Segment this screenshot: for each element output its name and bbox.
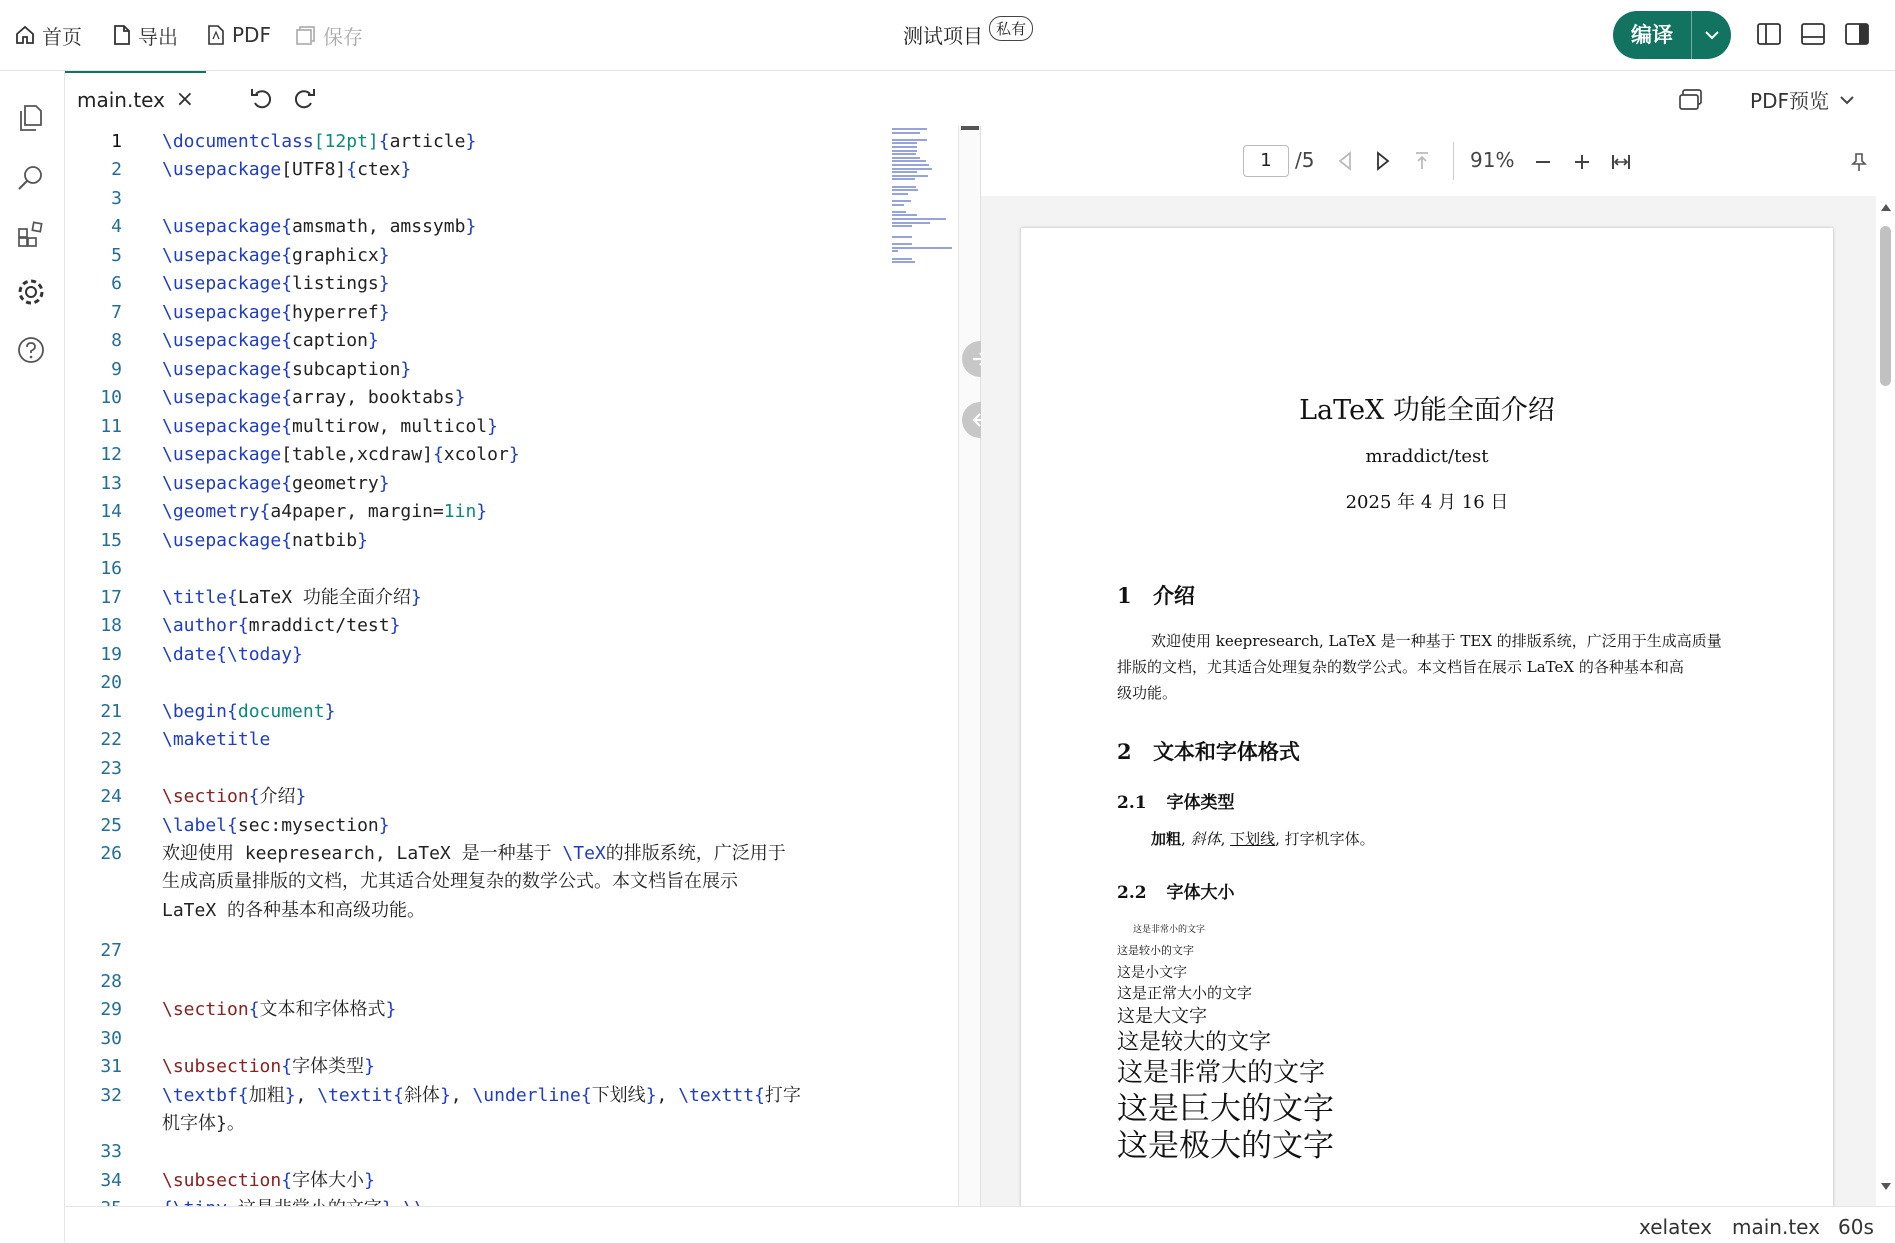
zoom-in-icon[interactable] (1573, 153, 1591, 171)
code-line[interactable] (162, 897, 425, 925)
font-size-sample: 这是巨大的文字 (1117, 1091, 1334, 1128)
scroll-up-icon[interactable] (1880, 202, 1892, 212)
save-button[interactable] (295, 20, 363, 50)
code-line[interactable] (162, 1110, 245, 1138)
code-token: \usepackage{ (162, 473, 293, 494)
project-title (903, 20, 1033, 49)
line-number: 29 (100, 999, 122, 1020)
code-line[interactable] (162, 698, 335, 726)
minimap-line (892, 247, 952, 249)
pin-icon[interactable] (1851, 152, 1867, 172)
project-name: 测试项目 (903, 24, 983, 48)
code-token: } (389, 615, 401, 636)
code-token: \maketitle (162, 729, 271, 750)
compile-button[interactable]: 编译 (1613, 11, 1692, 59)
line-number: 20 (100, 672, 122, 693)
code-line[interactable] (162, 726, 270, 754)
minimap-line (892, 186, 916, 188)
font-size-sample: 这是非常大的文字 (1117, 1058, 1326, 1088)
subsection-2-2-number: 2.2 (1117, 883, 1147, 903)
code-token: \usepackage{ (162, 387, 293, 408)
editor-scrollbar[interactable] (958, 126, 981, 1206)
code-token: \title{ (162, 587, 238, 608)
subsection-2-1-heading (1117, 788, 1235, 813)
code-token: amsmath, amssymb (292, 216, 466, 237)
separator: , (1181, 830, 1191, 848)
line-number: 15 (100, 530, 122, 551)
code-token: subcaption (292, 359, 401, 380)
code-token: \texttt{ (678, 1085, 765, 1106)
code-token: array, booktabs (292, 387, 455, 408)
code-token: \usepackage{ (162, 245, 293, 266)
chevron-down-icon (1704, 30, 1720, 40)
code-line[interactable] (162, 270, 390, 298)
doc-date: 2025 年 4 月 16 日 (1345, 492, 1509, 513)
code-line[interactable] (162, 783, 306, 811)
code-token: } (385, 999, 397, 1020)
code-token: [table,xcdraw] (281, 444, 433, 465)
code-token: 1in (443, 501, 477, 522)
minimap-line (892, 189, 918, 191)
paragraph-line: 级功能。 (1117, 684, 1178, 702)
code-token: hyperref (292, 302, 379, 323)
code-token: [12pt] (313, 131, 379, 152)
line-number: 32 (100, 1085, 122, 1106)
minimap-line (892, 225, 912, 227)
code-line[interactable] (162, 356, 411, 384)
line-number: 21 (100, 701, 122, 722)
code-token: \usepackage (162, 159, 282, 180)
pdf-label: PDF (232, 23, 271, 47)
home-button[interactable] (14, 20, 82, 50)
code-token: , (450, 1085, 473, 1106)
code-token: } (378, 815, 390, 836)
code-token: { (281, 1056, 293, 1077)
code-token: 机字体}。 (162, 1113, 245, 1134)
line-number: 16 (100, 558, 122, 579)
section-1-title: 介绍 (1152, 583, 1195, 608)
code-token: a4paper, margin= (270, 501, 444, 522)
section-2-heading (1117, 736, 1300, 766)
code-token: } (465, 216, 477, 237)
subsection-2-1-title: 字体类型 (1166, 793, 1235, 813)
code-token: document (237, 701, 325, 722)
code-line[interactable] (162, 527, 368, 555)
code-token: 文本和字体格式 (259, 999, 386, 1020)
code-token: geometry (292, 473, 379, 494)
top-bar (0, 0, 1895, 71)
page-total: /5 (1295, 148, 1315, 172)
tab-close-icon[interactable]: × (175, 87, 194, 112)
code-line[interactable] (162, 868, 738, 896)
extensions-icon[interactable] (14, 217, 48, 251)
editor-tab-bar (65, 71, 1895, 127)
minimap-line (892, 150, 917, 152)
code-line[interactable] (162, 299, 390, 327)
code-token: article (389, 131, 466, 152)
code-token: 加粗 (248, 1085, 285, 1106)
minimap-line (892, 193, 908, 195)
italic-sample: 斜体 (1190, 830, 1221, 848)
code-token: \usepackage{ (162, 530, 293, 551)
minimap-line (892, 139, 927, 141)
code-line[interactable] (162, 128, 476, 156)
code-token: listings (292, 273, 379, 294)
code-line[interactable] (162, 413, 498, 441)
code-token: 字体类型 (292, 1056, 365, 1077)
code-token: natbib (292, 530, 358, 551)
minimap-line (892, 200, 911, 202)
code-token: { (346, 159, 358, 180)
status-bar (65, 1206, 1895, 1243)
code-line[interactable] (162, 242, 390, 270)
minimap-line (892, 258, 912, 260)
pdf-preview-selector[interactable] (1678, 85, 1855, 114)
code-token: 下划线 (591, 1085, 646, 1106)
line-number: 3 (111, 188, 122, 209)
pdf-toolbar (981, 126, 1895, 196)
code-token: \TeX (562, 843, 606, 864)
code-token: } (476, 501, 488, 522)
code-token: LaTeX 的各种基本和高级功能。 (162, 900, 426, 921)
section-1-paragraph (1117, 628, 1757, 706)
code-token: } (378, 273, 390, 294)
code-line[interactable] (162, 996, 396, 1024)
line-number: 6 (111, 273, 122, 294)
line-number: 25 (100, 815, 122, 836)
typewriter-sample: , 打字机字体。 (1275, 830, 1375, 848)
section-2-number: 2 (1117, 739, 1132, 764)
separator: , (1220, 830, 1231, 848)
code-token: } (364, 1056, 375, 1077)
main-file-status[interactable]: main.tex (1732, 1215, 1820, 1239)
code-token: } (487, 416, 498, 437)
bold-sample: 加粗 (1151, 830, 1182, 848)
minimap-line (892, 157, 920, 159)
paragraph-line: 欢迎使用 keepresearch, LaTeX 是一种基于 TEX 的排版系统，广泛用于生成高质量 (1151, 632, 1722, 650)
section-1-number: 1 (1117, 583, 1132, 608)
page-number-input[interactable]: 1 (1243, 145, 1289, 177)
code-token: mraddict/test (248, 615, 390, 636)
prev-page-icon[interactable] (1336, 150, 1354, 172)
line-number: 28 (100, 971, 122, 992)
doc-title: LaTeX 功能全面介绍 (1299, 395, 1555, 426)
code-token: \subsection (162, 1056, 282, 1077)
code-token: sec:mysection (237, 815, 379, 836)
line-number: 9 (111, 359, 122, 380)
zoom-level[interactable]: 91% (1470, 148, 1515, 172)
compile-dropdown-button[interactable] (1692, 30, 1731, 40)
code-line[interactable] (162, 840, 786, 868)
minimap-line (892, 132, 920, 134)
line-number: 30 (100, 1028, 122, 1049)
code-token: 介绍 (259, 786, 296, 807)
font-size-sample: 这是非常小的文字 (1133, 925, 1206, 935)
minimap-line (892, 218, 946, 220)
line-number: 33 (100, 1141, 122, 1162)
minimap-line (892, 222, 930, 224)
code-token: \usepackage{ (162, 359, 293, 380)
code-token: \usepackage{ (162, 416, 293, 437)
code-token: \section (162, 786, 249, 807)
code-token: \author{ (162, 615, 249, 636)
code-token: \underline{ (472, 1085, 592, 1106)
code-token: 斜体 (403, 1085, 440, 1106)
save-icon (295, 24, 317, 46)
minimap-line (892, 164, 929, 166)
code-line[interactable] (162, 156, 411, 184)
line-number: 23 (100, 758, 122, 779)
minimap-line (892, 175, 928, 177)
subsection-2-1-number: 2.1 (1117, 793, 1147, 813)
tab-filename: main.tex (77, 87, 165, 112)
line-number: 19 (100, 644, 122, 665)
redo-icon[interactable] (292, 85, 318, 111)
export-label: 导出 (138, 24, 178, 49)
line-number: 27 (100, 940, 122, 961)
code-line[interactable] (162, 1053, 375, 1081)
code-token: { (281, 1170, 293, 1191)
search-icon[interactable] (14, 161, 48, 195)
files-icon[interactable] (14, 101, 48, 135)
code-token: } (378, 302, 390, 323)
layout-right-panel-icon[interactable] (1844, 21, 1870, 47)
pdf-preview-label: PDF预览 (1750, 89, 1829, 113)
code-token: 的排版系统，广泛用于 (605, 843, 786, 864)
code-line[interactable] (162, 498, 487, 526)
fit-width-icon[interactable] (1611, 153, 1631, 171)
pdf-preview-area[interactable] (981, 196, 1876, 1206)
code-token: } (324, 701, 336, 722)
tab-main-tex[interactable] (65, 71, 206, 126)
code-token: \usepackage{ (162, 330, 293, 351)
subsection-2-2-title: 字体大小 (1166, 883, 1235, 903)
minimap-line (892, 178, 915, 180)
code-token: \usepackage (162, 444, 282, 465)
minimap-line (892, 236, 912, 238)
line-number: 26 (100, 843, 122, 864)
layout-bottom-panel-icon[interactable] (1800, 21, 1826, 47)
code-token: \documentclass (162, 131, 314, 152)
code-token: } (378, 245, 390, 266)
line-number: 17 (100, 587, 122, 608)
pdf-button[interactable] (206, 20, 271, 50)
code-token: { (248, 999, 260, 1020)
line-number: 18 (100, 615, 122, 636)
pdf-page (1021, 228, 1833, 1228)
minimap-line (892, 160, 926, 162)
pdf-file-icon (206, 24, 226, 46)
minimap-line (892, 261, 915, 263)
layout-toggle-group (1756, 21, 1870, 47)
code-editor[interactable] (65, 126, 958, 1206)
code-token: } (364, 1170, 375, 1191)
preview-window-icon (1678, 88, 1704, 112)
code-line[interactable] (162, 641, 303, 669)
font-size-sample: 这是正常大小的文字 (1117, 984, 1253, 1002)
pdf-scroll-thumb[interactable] (1880, 226, 1891, 386)
undo-icon[interactable] (248, 85, 274, 111)
font-size-sample: 这是大文字 (1117, 1006, 1207, 1027)
code-token: LaTeX 功能全面介绍 (237, 587, 411, 608)
code-token: 生成高质量排版的文档，尤其适合处理复杂的数学公式。本文档旨在展示 (162, 871, 738, 892)
code-token: , (656, 1085, 679, 1106)
line-number: 10 (100, 387, 122, 408)
line-number: 1 (111, 131, 122, 152)
code-token: } (454, 387, 466, 408)
save-label: 保存 (323, 24, 363, 49)
timer-status: 60s (1838, 1215, 1874, 1239)
code-token: } (295, 786, 307, 807)
compile-button-group (1613, 11, 1731, 59)
code-token: \usepackage{ (162, 216, 293, 237)
minimap-line (892, 204, 904, 206)
code-token: 欢迎使用 keepresearch, LaTeX 是一种基于 (162, 843, 563, 864)
editor-minimap[interactable] (890, 126, 958, 1206)
code-token: { (432, 444, 444, 465)
history-controls (248, 85, 318, 111)
code-line[interactable] (162, 812, 390, 840)
engine-status[interactable]: xelatex (1639, 1215, 1712, 1239)
code-token: \subsection (162, 1170, 282, 1191)
line-number: 12 (100, 444, 122, 465)
code-token: multirow, multicol (292, 416, 488, 437)
minimap-line (892, 214, 917, 216)
code-token: \usepackage{ (162, 302, 293, 323)
line-number: 2 (111, 159, 122, 180)
code-token: } (410, 587, 422, 608)
code-token: } (439, 1085, 451, 1106)
code-token: } (645, 1085, 657, 1106)
code-token: ctex (357, 159, 401, 180)
layout-left-panel-icon[interactable] (1756, 21, 1782, 47)
pdf-scrollbar[interactable] (1876, 196, 1895, 1206)
underline-sample: 下划线 (1230, 830, 1276, 848)
line-number: 14 (100, 501, 122, 522)
file-export-icon (112, 24, 132, 46)
first-page-icon[interactable] (1413, 150, 1431, 172)
home-icon (14, 24, 36, 46)
line-number: 5 (111, 245, 122, 266)
code-token: } (508, 444, 520, 465)
home-label: 首页 (42, 24, 82, 49)
minimap-line (892, 128, 927, 130)
minimap-line (892, 211, 906, 213)
code-line[interactable] (162, 441, 520, 469)
code-line[interactable] (162, 584, 422, 612)
code-token: caption (292, 330, 368, 351)
line-number: 13 (100, 473, 122, 494)
code-token: \label{ (162, 815, 238, 836)
code-token: } (400, 159, 412, 180)
code-token: } (284, 1085, 296, 1106)
code-token: } (367, 330, 379, 351)
code-token: , (295, 1085, 318, 1106)
line-number: 24 (100, 786, 122, 807)
code-token: 打字 (764, 1085, 801, 1106)
code-token: } (400, 359, 412, 380)
code-token: \textbf{ (162, 1085, 249, 1106)
section-1-heading (1117, 580, 1195, 610)
settings-gear-icon[interactable] (14, 275, 48, 309)
doc-author: mraddict/test (1365, 446, 1489, 467)
code-token: \usepackage{ (162, 273, 293, 294)
minimap-line (892, 168, 932, 170)
font-size-sample: 这是小文字 (1117, 965, 1187, 981)
chevron-down-icon (1839, 95, 1855, 105)
font-size-sample: 这是极大的文字 (1117, 1127, 1334, 1164)
line-number: 22 (100, 729, 122, 750)
line-number: 4 (111, 216, 122, 237)
line-number: 7 (111, 302, 122, 323)
font-types-line (1151, 828, 1375, 849)
code-line[interactable] (162, 612, 400, 640)
code-token: } (465, 131, 477, 152)
code-line[interactable] (162, 384, 465, 412)
export-button[interactable] (112, 20, 178, 50)
paragraph-line: 排版的文档，尤其适合处理复杂的数学公式。本文档旨在展示 LaTeX 的各种基本和高 (1117, 658, 1684, 676)
code-token: xcolor (443, 444, 509, 465)
code-line[interactable] (162, 327, 379, 355)
code-line[interactable] (162, 470, 390, 498)
editor-scroll-thumb[interactable] (961, 126, 979, 130)
section-2-title: 文本和字体格式 (1152, 739, 1300, 764)
line-number: 11 (100, 416, 122, 437)
visibility-badge: 私有 (989, 16, 1033, 41)
line-number: 31 (100, 1056, 122, 1077)
font-size-sample: 这是较小的文字 (1117, 944, 1194, 957)
code-token: { (378, 131, 390, 152)
zoom-out-icon[interactable] (1534, 153, 1552, 171)
code-token: \date{\today} (162, 644, 303, 665)
minimap-line (892, 142, 917, 144)
code-line[interactable] (162, 1082, 801, 1110)
code-token: 字体大小 (292, 1170, 365, 1191)
minimap-line (892, 153, 916, 155)
minimap-line (892, 146, 917, 148)
code-token: graphicx (292, 245, 379, 266)
code-token: \geometry{ (162, 501, 271, 522)
minimap-line (892, 250, 898, 252)
code-token: \begin{ (162, 701, 238, 722)
toolbar-separator (1453, 142, 1454, 180)
code-token: [UTF8] (281, 159, 347, 180)
line-number: 34 (100, 1170, 122, 1191)
code-token: { (248, 786, 260, 807)
code-token: } (357, 530, 368, 551)
font-size-sample: 这是较大的文字 (1117, 1029, 1272, 1055)
activity-sidebar (0, 71, 65, 1242)
code-line[interactable] (162, 1167, 375, 1195)
line-number: 8 (111, 330, 122, 351)
next-page-icon[interactable] (1374, 150, 1392, 172)
code-token: \textit{ (317, 1085, 404, 1106)
minimap-line (892, 171, 917, 173)
code-token: \section (162, 999, 249, 1020)
help-icon[interactable] (14, 333, 48, 367)
code-line[interactable] (162, 213, 476, 241)
scroll-down-icon[interactable] (1880, 1182, 1892, 1192)
minimap-line (892, 243, 912, 245)
subsection-2-2-heading (1117, 878, 1235, 903)
code-token: } (378, 473, 390, 494)
